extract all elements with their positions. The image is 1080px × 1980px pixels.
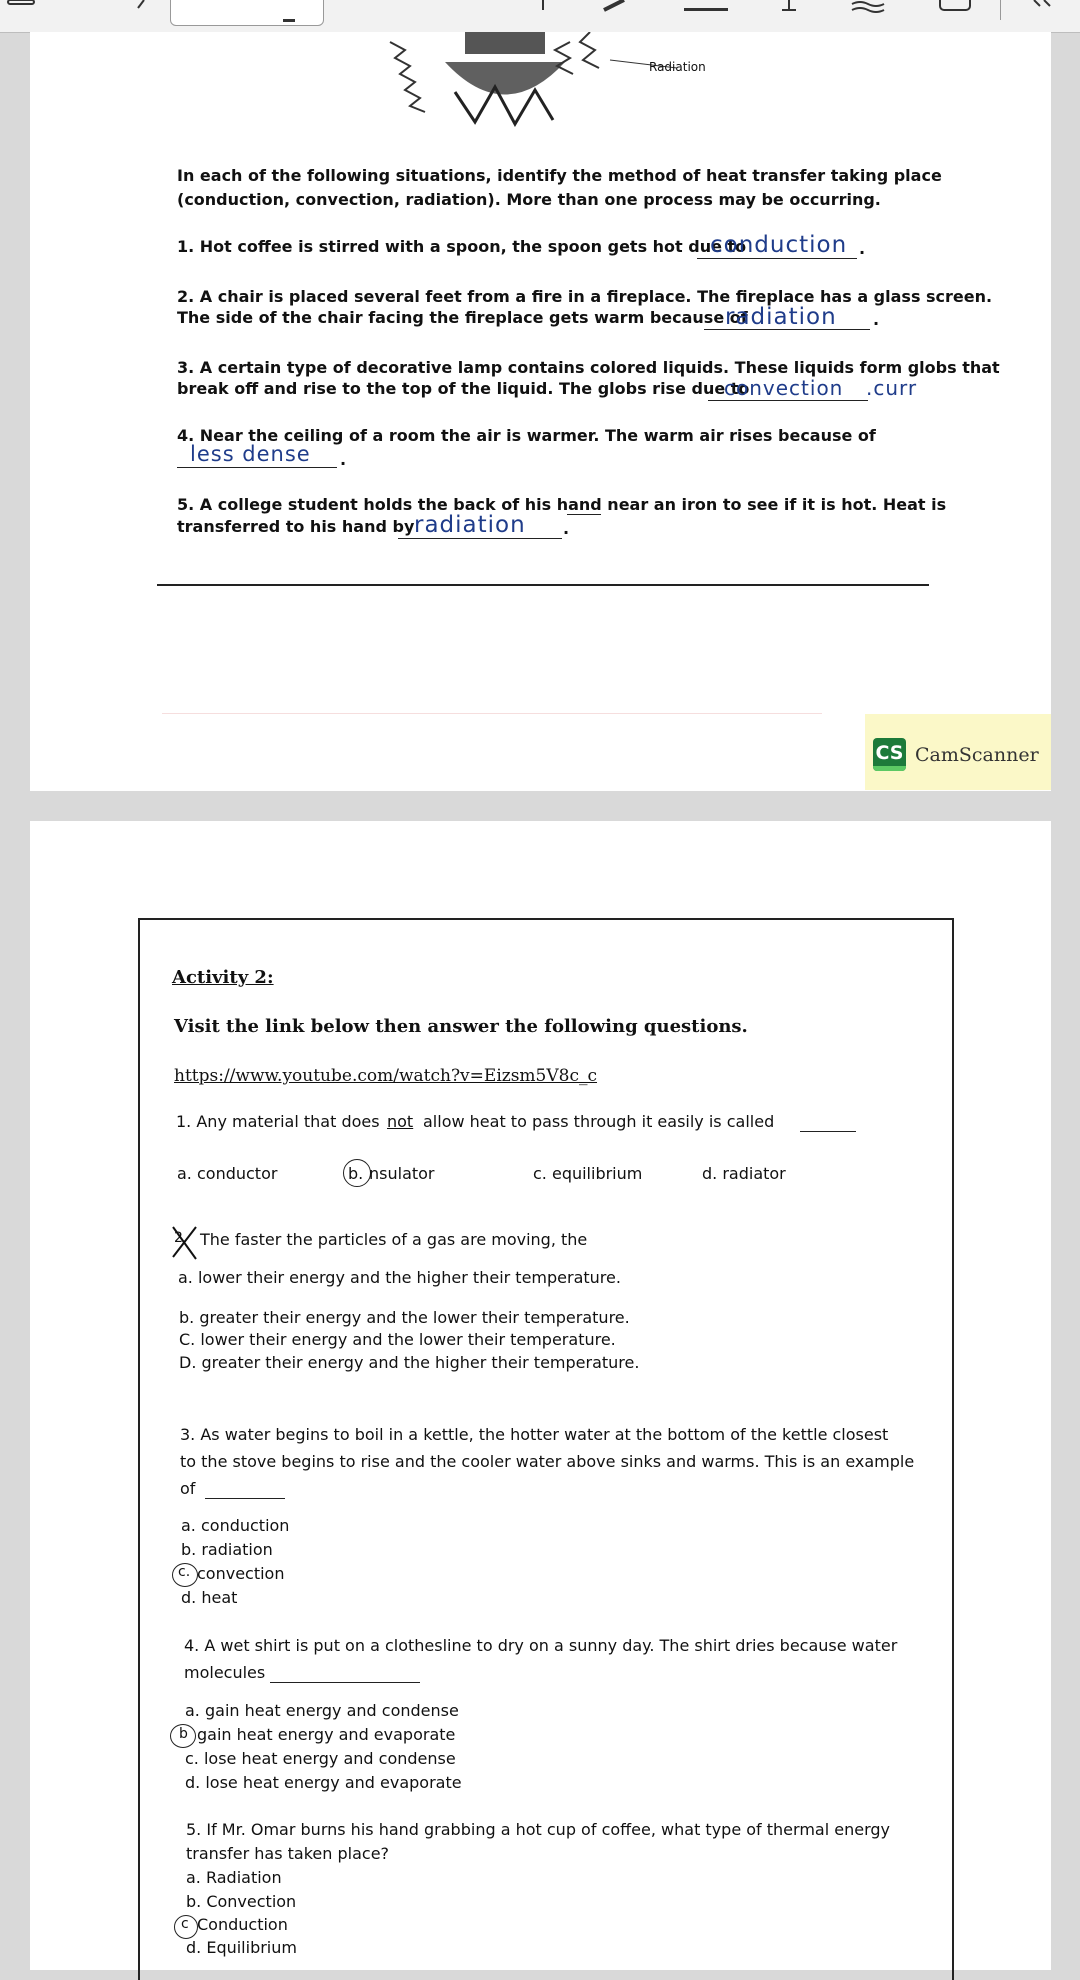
p2-q5-line-2: transfer has taken place? [186,1844,390,1863]
faint-line [162,713,822,714]
squiggly-icon[interactable] [850,0,894,14]
comment-icon[interactable] [938,0,974,14]
p2-q4-option-a: a. gain heat energy and condense [185,1701,459,1720]
q3-answer: convection [724,376,844,400]
p2-q2-option-b: b. greater their energy and the lower their temperature. [179,1308,630,1327]
page-field[interactable] [170,0,324,26]
q1-answer-line [697,258,857,259]
strikeout-icon[interactable] [776,0,802,14]
underline-icon[interactable] [684,0,728,14]
q3-line-2: break off and rise to the top of the liquid. The globs rise due to [177,379,750,398]
q2-line-2: The side of the chair facing the fireplace gets warm because of [177,308,748,327]
p2-q5-option-a: a. Radiation [186,1868,282,1887]
text-icon[interactable] [536,0,550,12]
q4-answer: less dense [190,442,311,466]
p2-q1-text-b: allow heat to pass through it easily is called [423,1112,775,1131]
near-underline [567,514,601,515]
p2-q5-option-b: b. Convection [186,1892,297,1911]
camscanner-badge [865,714,1051,790]
p2-q1-option-b: b. [348,1164,364,1183]
activity-title: Activity 2: [172,967,274,988]
p2-q4-blank [270,1682,420,1683]
camscanner-label: CamScanner [915,744,1039,766]
q4-end: . [340,450,347,469]
camscanner-logo-icon: CS [873,738,906,771]
q3-extra: .curr [866,376,918,400]
instruction: Visit the link below then answer the following questions. [174,1016,748,1037]
p2-q4-line-1: 4. A wet shirt is put on a clothesline to dry on a sunny day. The shirt dries because water [184,1636,898,1655]
document-page-2 [30,821,1051,1970]
p2-q4-line-2: molecules [184,1663,266,1682]
p2-q4-option-d: d. lose heat energy and evaporate [185,1773,462,1792]
q2-answer: radiation [725,304,837,330]
p2-q3-line-1: 3. As water begins to boil in a kettle, the hotter water at the bottom of the kettle closest [180,1425,889,1444]
q1-answer: conduction [710,232,848,258]
p2-q3-option-d: d. heat [181,1588,238,1607]
p2-q5-line-1: 5. If Mr. Omar burns his hand grabbing a hot cup of coffee, what type of thermal energy [186,1820,890,1839]
p2-q4-option-b-text: gain heat energy and evaporate [197,1725,456,1744]
p2-q3-blank [205,1498,285,1499]
q5-line-2: transferred to his hand by [177,517,415,536]
q2-line-1: 2. A chair is placed several feet from a fire in a fireplace. The fireplace has a glass screen. [177,287,993,306]
pen-icon[interactable] [600,0,630,12]
p2-q5-option-c: c [181,1916,189,1932]
fire-radiation-figure [385,32,685,127]
p2-q1-blank [800,1131,856,1132]
more-icon[interactable] [1030,0,1060,12]
p2-q3-line-2: to the stove begins to rise and the cooler water above sinks and warms. This is an example [180,1452,915,1471]
q4-line-1: 4. Near the ceiling of a room the air is warmer. The warm air rises because of [177,426,876,445]
toolbar-divider [1000,0,1001,20]
video-link[interactable]: https://www.youtube.com/watch?v=Eizsm5V8c_c [174,1066,598,1086]
p2-q2-text: The faster the particles of a gas are moving, the [200,1230,588,1249]
p2-q4-option-b: b [179,1726,188,1742]
back-icon[interactable] [130,0,150,12]
p2-q1-option-b-text: nsulator [369,1164,435,1183]
q1-text: 1. Hot coffee is stirred with a spoon, the spoon gets hot due to [177,237,747,256]
p2-q3-option-c: c. [178,1564,191,1580]
q5-line-1: 5. A college student holds the back of his hand near an iron to see if it is hot. Heat is [177,495,947,514]
q3-line-1: 3. A certain type of decorative lamp contains colored liquids. These liquids form globs that [177,358,1000,377]
p2-q3-option-b: b. radiation [181,1540,273,1559]
menu-icon[interactable] [6,0,36,10]
q5-end: . [563,519,570,538]
p2-q1-option-c: c. equilibrium [533,1164,643,1183]
p2-q2-option-a: a. lower their energy and the higher their temperature. [178,1268,621,1287]
q1-end: . [859,239,866,258]
viewer-toolbar [0,0,1080,33]
p2-q1-not: not [387,1112,414,1131]
p2-q2-option-c: C. lower their energy and the lower their temperature. [179,1330,616,1349]
p2-q3-line-3: of [180,1479,196,1498]
p2-q5-option-c-text: Conduction [197,1915,288,1934]
p2-q5-option-d: d. Equilibrium [186,1938,297,1957]
p2-q1-text-a: 1. Any material that does [176,1112,380,1131]
document-page-1 [30,32,1051,791]
figure-label: Radiation [649,60,706,74]
intro-line-2: (conduction, convection, radiation). More than one process may be occurring. [177,190,881,209]
p2-q3-option-a: a. conduction [181,1516,290,1535]
q4-answer-line [177,467,337,468]
q5-answer-line [398,538,562,539]
q5-answer: radiation [414,512,526,538]
p2-q2-mark: 2. [174,1230,188,1246]
q2-end: . [873,310,880,329]
p2-q4-option-c: c. lose heat energy and condense [185,1749,456,1768]
q3-answer-line [708,400,868,401]
p2-q1-option-d: d. radiator [702,1164,786,1183]
p2-q2-option-d: D. greater their energy and the higher their temperature. [179,1353,640,1372]
intro-line-1: In each of the following situations, identify the method of heat transfer taking place [177,166,942,185]
p2-q3-option-c-text: convection [197,1564,285,1583]
p2-q1-option-a: a. conductor [177,1164,278,1183]
page1-divider [157,584,929,586]
